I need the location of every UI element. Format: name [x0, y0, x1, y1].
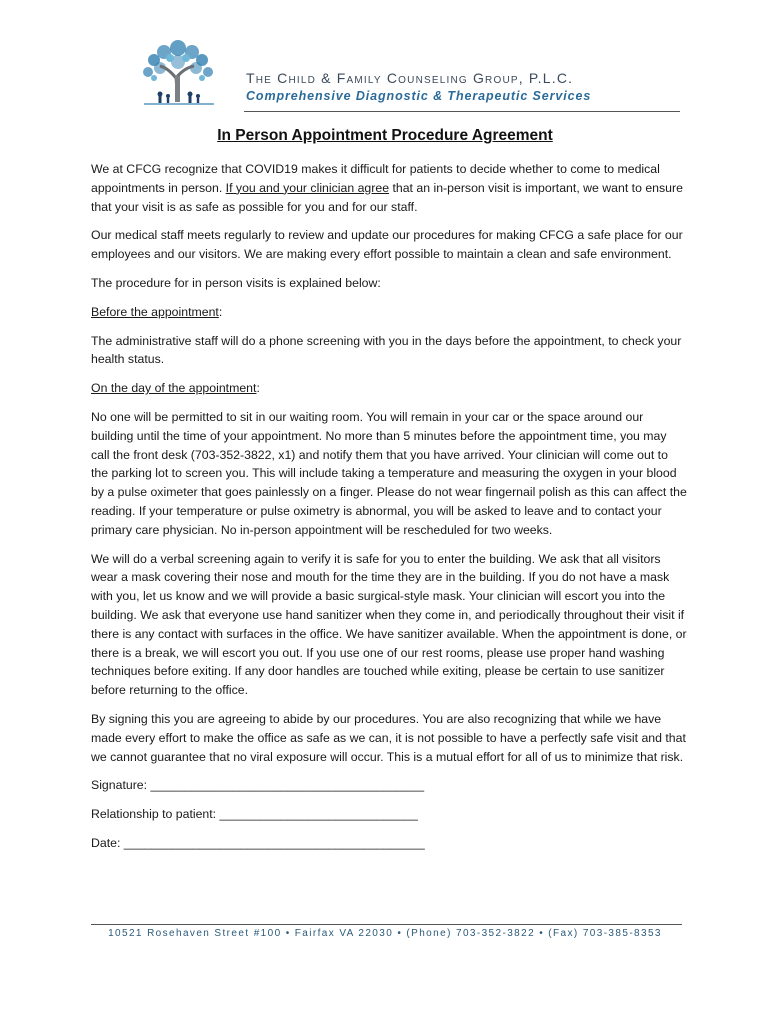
heading-before-appointment — [91, 303, 687, 322]
paragraph-screening: The administrative staff will do a phone screening with you in the days before the appointment, to check your health status. — [91, 333, 682, 367]
paragraph-intro-underlined: If you and your clinician agree — [225, 180, 390, 195]
organization-subtitle: Comprehensive Diagnostic & Therapeutic Services — [246, 89, 592, 103]
paragraph-intro-text: We at CFCG recognize that COVID19 makes it difficult for patients to decide whether to come to medical appointments in person. — [91, 162, 660, 195]
paragraph-agreement: By signing this you are agreeing to abide by our procedures. You are also recognizing that while we have made every effort to make the office as safe as we can, it is not possible to have a perfectly safe visit and that we cannot guarantee that no viral exposure will occur. This is a mutual effort for all of us to minimize that risk. — [91, 711, 686, 764]
paragraph-procedure: The procedure for in person visits is explained below: — [91, 275, 381, 290]
paragraph-intro — [91, 160, 687, 216]
heading-day-text: On the day of the appointment — [91, 381, 257, 396]
heading-day-of-appointment — [91, 379, 687, 398]
heading-day-colon: : — [256, 381, 260, 396]
signature-field[interactable]: Signature: ________________________________________ — [91, 778, 425, 793]
paragraph-verbal-screening: We will do a verbal screening again to verify it is safe for you to enter the building. We ask that all visitors wear a mask covering their nose and mouth for the time they are in the building. If you do not have a mask with you, let us know and we will provide a basic surgical-style mask. Your clinician will escort you into the building. We ask that everyone use hand sanitizer when they come in, and periodically throughout their visit if there is any contact with surfaces in the office. We have sanitizer available. When the appointment is done, or there is a break, we will escort you out. If you use one of our rest rooms, please use proper hand washing techniques before exiting. If any door handles are touched while exiting, please be certain to use sanitizer before returning to the office. — [91, 551, 687, 698]
heading-before-colon: : — [218, 304, 223, 319]
organization-name: The Child & Family Counseling Group, P.L.C. — [246, 70, 574, 86]
heading-before-text: Before the appointment — [91, 304, 219, 319]
document-body — [91, 160, 687, 863]
tree-logo-icon — [134, 38, 224, 108]
footer-address: 10521 Rosehaven Street #100 • Fairfax VA 22030 • (Phone) 703-352-3822 • (Fax) 703-385-8353 — [108, 928, 662, 939]
date-field[interactable]: Date: ____________________________________________ — [91, 835, 425, 850]
paragraph-intro-text-end: that an in-person visit is important, we want to ensure that your visit is as safe as possible for you and for our staff. — [91, 180, 683, 214]
document-title: In Person Appointment Procedure Agreement — [217, 127, 553, 144]
paragraph-staff: Our medical staff meets regularly to review and update our procedures for making CFCG a safe place for our employees and our visitors. We are making every effort possible to maintain a clean and safe environment. — [91, 228, 683, 262]
header-divider — [244, 111, 680, 112]
letterhead — [0, 0, 770, 118]
paragraph-arrival: No one will be permitted to sit in our waiting room. You will remain in your car or the space around our building until the time of your appointment. No more than 5 minutes before the appointment time, you may call the front desk (703-352-3822, x1) and notify them that you have arrived. Your clinician will come out to the parking lot to screen you. This will include taking a temperature and measuring the oxygen in your blood by a pulse oximeter that goes painlessly on a finger. Please do not wear fingernail polish as this can affect the reading. If your temperature or pulse oximetry is abnormal, you will be asked to leave and to contact your primary care physician. No in-person appointment will be rescheduled for two weeks. — [91, 409, 687, 537]
relationship-field[interactable]: Relationship to patient: _____________________________ — [91, 807, 418, 822]
footer-divider — [91, 924, 682, 925]
